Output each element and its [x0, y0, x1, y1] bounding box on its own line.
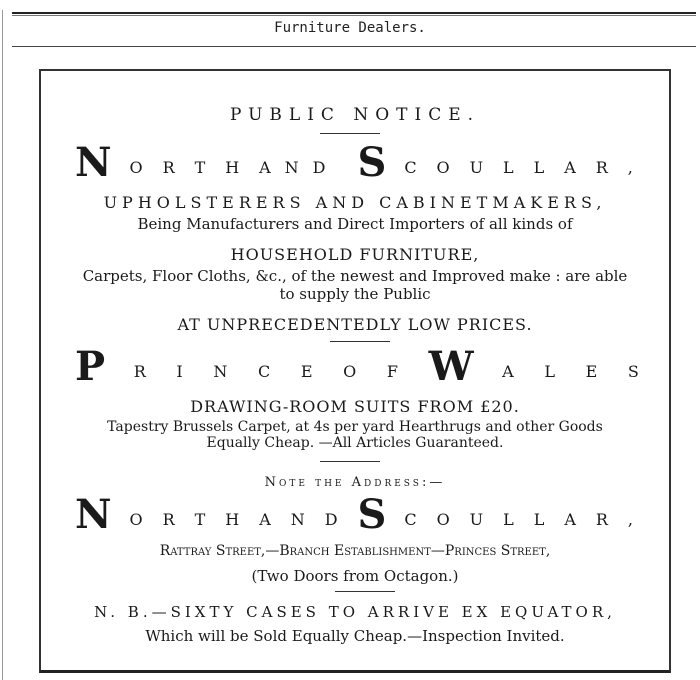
letter: R	[595, 158, 610, 177]
drop-initial-n: N	[75, 491, 112, 538]
letter: R	[162, 510, 177, 529]
page-left-edge	[2, 10, 3, 680]
letter: A	[564, 158, 578, 177]
letter: L	[533, 510, 547, 529]
letter: N	[213, 362, 230, 381]
letter: L	[503, 510, 516, 529]
carpets-line: Carpets, Floor Cloths, &c., of the newest and Improved make : are able	[82, 267, 628, 285]
address-line: Rattray Street,—Branch Establishment—Princes Street,	[159, 543, 551, 559]
letter: ,	[627, 158, 635, 177]
header-rule	[12, 46, 696, 47]
letter: H	[225, 510, 242, 529]
advertisement-content	[45, 75, 665, 666]
letter: R	[133, 362, 148, 381]
letter: U	[469, 510, 486, 529]
divider-rule	[330, 341, 390, 342]
closing-line: Which will be Sold Equally Cheap.—Inspection Invited.	[145, 627, 565, 645]
letter: F	[386, 362, 400, 381]
drop-initial-n: N	[75, 139, 112, 186]
letter: E	[300, 362, 315, 381]
prince-of-wales-line	[75, 343, 641, 390]
guarantee-line: Equally Cheap. —All Articles Guaranteed.	[206, 435, 504, 451]
firm-name-line-2	[75, 491, 635, 538]
letter: O	[129, 510, 145, 529]
low-prices-heading: AT UNPRECEDENTEDLY LOW PRICES.	[177, 315, 533, 334]
top-rule	[12, 12, 696, 14]
letter: A	[259, 510, 273, 529]
letter: L	[533, 158, 547, 177]
drop-initial-p: P	[75, 343, 106, 390]
letter: I	[176, 362, 185, 381]
letter: R	[162, 158, 177, 177]
location-note: (Two Doors from Octagon.)	[251, 567, 459, 585]
section-header: Furniture Dealers.	[274, 20, 426, 36]
top-rule-thin	[12, 15, 696, 16]
letter: O	[129, 158, 145, 177]
letter: O	[343, 362, 359, 381]
tapestry-line: Tapestry Brussels Carpet, at 4s per yard Hearthrugs and other Goods	[107, 419, 603, 435]
letter: C	[404, 510, 419, 529]
letter: ,	[627, 510, 635, 529]
letter: O	[436, 158, 452, 177]
drawing-room-heading: DRAWING-ROOM SUITS FROM £20.	[190, 397, 520, 416]
letter: T	[194, 510, 208, 529]
letter: E	[585, 362, 600, 381]
nota-bene-line: N. B.—SIXTY CASES TO ARRIVE EX EQUATOR,	[94, 603, 616, 621]
divider-rule	[320, 461, 380, 462]
letter: C	[404, 158, 419, 177]
note-address-line: Note the Address:—	[264, 475, 446, 490]
letter: A	[564, 510, 578, 529]
letter: N	[290, 510, 307, 529]
letter: T	[194, 158, 208, 177]
divider-rule	[335, 591, 395, 592]
letter: O	[436, 510, 452, 529]
firm-name-line-1	[75, 139, 635, 186]
letter: A	[502, 362, 516, 381]
and-word: AND	[259, 158, 340, 177]
letter: S	[627, 362, 641, 381]
drop-initial-w: W	[428, 343, 474, 390]
public-notice-heading: PUBLIC NOTICE.	[229, 105, 481, 125]
letter: L	[503, 158, 516, 177]
letter: U	[469, 158, 486, 177]
divider-rule	[320, 133, 380, 134]
drop-initial-s: S	[357, 491, 387, 538]
advertisement-box	[39, 69, 671, 673]
letter: D	[324, 510, 340, 529]
letter: L	[544, 362, 557, 381]
household-furniture-heading: HOUSEHOLD FURNITURE,	[230, 245, 480, 264]
letter: H	[225, 158, 242, 177]
letter: R	[595, 510, 610, 529]
trade-description: UPHOLSTERERS AND CABINETMAKERS,	[103, 193, 607, 212]
supply-line: to supply the Public	[279, 285, 431, 303]
manufacturers-line: Being Manufacturers and Direct Importers of all kinds of	[137, 215, 573, 233]
drop-initial-s: S	[357, 139, 387, 186]
letter: C	[257, 362, 273, 381]
